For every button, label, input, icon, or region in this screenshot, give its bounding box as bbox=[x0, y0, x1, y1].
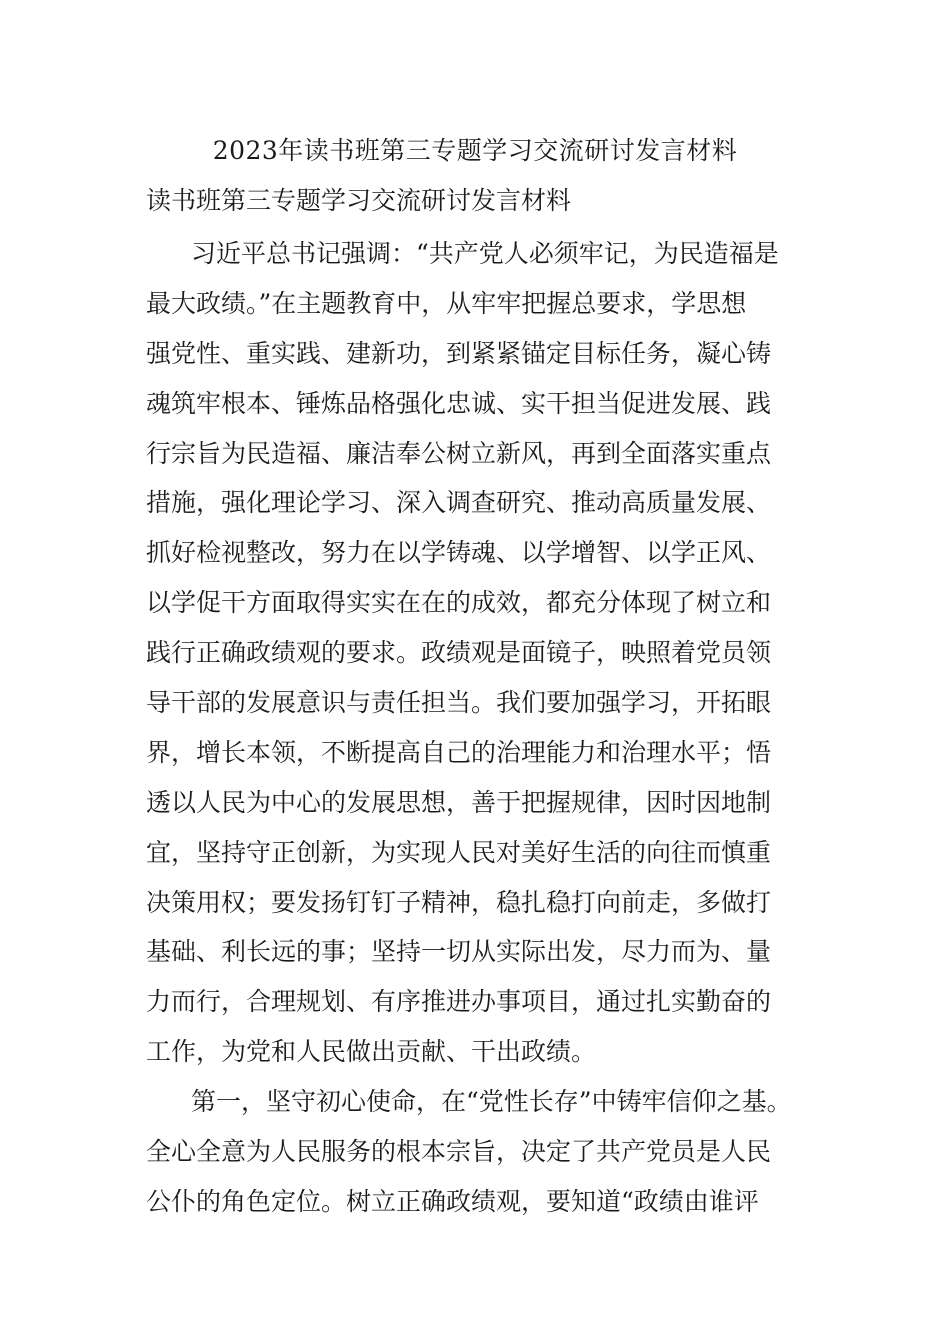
body-text-line: 魂筑牢根本、锤炼品格强化忠诚、实干担当促进发展、践 bbox=[146, 388, 772, 418]
body-text-line: 措施，强化理论学习、深入调查研究、推动高质量发展、 bbox=[146, 488, 772, 518]
body-text-line: 第一，坚守初心使命，在“党性长存”中铸牢信仰之基。 bbox=[191, 1087, 792, 1117]
body-text-line: 习近平总书记强调：“共产党人必须牢记，为民造福是 bbox=[191, 239, 779, 268]
body-text-line: 透以人民为中心的发展思想，善于把握规律，因时因地制 bbox=[146, 787, 772, 817]
body-text-line: 公仆的角色定位。树立正确政绩观，要知道“政绩由谁评 bbox=[146, 1186, 759, 1216]
body-text-line: 界，增长本领，不断提高自己的治理能力和治理水平；悟 bbox=[146, 737, 772, 767]
body-text-line: 基础、利长远的事；坚持一切从实际出发，尽力而为、量 bbox=[146, 937, 772, 967]
body-text-line: 宜，坚持守正创新，为实现人民对美好生活的向往而慎重 bbox=[146, 837, 772, 867]
body-text-line: 导干部的发展意识与责任担当。我们要加强学习，开拓眼 bbox=[146, 688, 772, 718]
body-text-line: 践行正确政绩观的要求。政绩观是面镜子，映照着党员领 bbox=[146, 638, 772, 668]
body-text-line: 抓好检视整改，努力在以学铸魂、以学增智、以学正风、 bbox=[146, 538, 772, 568]
body-text-line: 全心全意为人民服务的根本宗旨，决定了共产党员是人民 bbox=[146, 1137, 772, 1167]
body-text-line: 最大政绩。”在主题教育中，从牢牢把握总要求，学思想 bbox=[146, 288, 747, 318]
body-text-line: 决策用权；要发扬钉钉子精神，稳扎稳打向前走，多做打 bbox=[146, 887, 772, 917]
body-text-line: 以学促干方面取得实实在在的成效，都充分体现了树立和 bbox=[146, 588, 772, 618]
document-body bbox=[146, 229, 866, 1227]
body-text-line: 力而行，合理规划、有序推进办事项目，通过扎实勤奋的 bbox=[146, 987, 772, 1017]
document-title: 2023年读书班第三专题学习交流研讨发言材料 bbox=[212, 136, 738, 165]
body-text-line: 行宗旨为民造福、廉洁奉公树立新风，再到全面落实重点 bbox=[146, 438, 772, 468]
document-subtitle: 读书班第三专题学习交流研讨发言材料 bbox=[146, 186, 572, 215]
body-text-line: 强党性、重实践、建新功，到紧紧锚定目标任务，凝心铸 bbox=[146, 338, 772, 368]
body-text-line: 工作，为党和人民做出贡献、干出政绩。 bbox=[146, 1037, 597, 1067]
